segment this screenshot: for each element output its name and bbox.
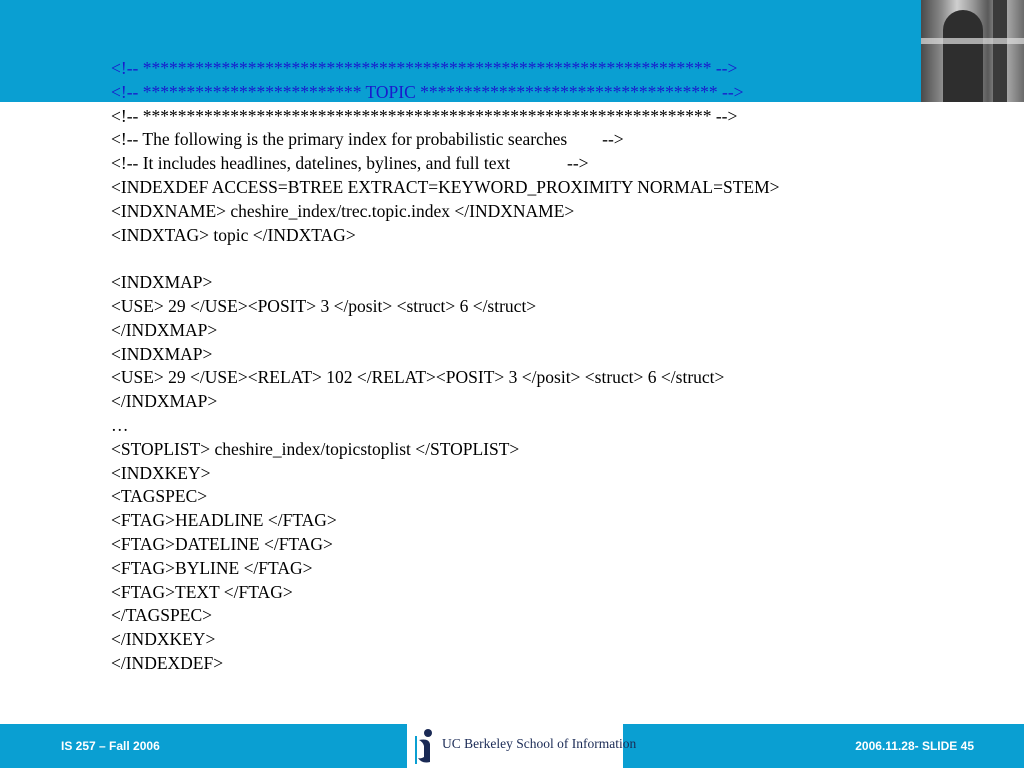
building-photo bbox=[921, 0, 1024, 102]
config-code-block bbox=[111, 57, 780, 676]
school-logo bbox=[407, 724, 637, 768]
code-line: </TAGSPEC> bbox=[111, 605, 212, 626]
school-logo-text: UC Berkeley School of Information bbox=[442, 736, 637, 751]
code-line: </INDXMAP> bbox=[111, 319, 218, 340]
code-line: <INDEXDEF ACCESS=BTREE EXTRACT=KEYWORD_PROXIMITY NORMAL=STEM> bbox=[111, 176, 780, 197]
code-line: <!-- ***************************************************************** --> bbox=[111, 58, 738, 78]
code-line: <USE> 29 </USE><POSIT> 3 </posit> <struct> 6 </struct> bbox=[111, 295, 537, 316]
code-line: … bbox=[111, 414, 129, 435]
code-line: </INDXMAP> bbox=[111, 391, 218, 412]
code-line: <!-- ***************************************************************** --> bbox=[111, 105, 738, 126]
code-line: <!-- It includes headlines, datelines, bylines, and full text --> bbox=[111, 153, 589, 174]
code-line: <!-- The following is the primary index for probabilistic searches --> bbox=[111, 129, 624, 150]
photo-ledge bbox=[921, 38, 1024, 44]
code-line: </INDXKEY> bbox=[111, 629, 216, 650]
code-line: </INDEXDEF> bbox=[111, 652, 224, 673]
code-line: <!-- ************************* TOPIC ********************************** --> bbox=[111, 81, 744, 102]
photo-arch bbox=[943, 10, 983, 102]
code-line: <FTAG>HEADLINE </FTAG> bbox=[111, 510, 337, 531]
info-i-icon bbox=[413, 728, 437, 764]
code-line: <INDXTAG> topic </INDXTAG> bbox=[111, 224, 356, 245]
footer-bar bbox=[0, 724, 1024, 768]
slide-number: 2006.11.28- SLIDE 45 bbox=[855, 739, 974, 753]
code-line: <INDXMAP> bbox=[111, 343, 213, 364]
code-line: <FTAG>TEXT </FTAG> bbox=[111, 581, 293, 602]
code-line: <USE> 29 </USE><RELAT> 102 </RELAT><POSIT> 3 </posit> <struct> 6 </struct> bbox=[111, 367, 725, 388]
code-line: <FTAG>DATELINE </FTAG> bbox=[111, 533, 333, 554]
code-line: <INDXMAP> bbox=[111, 272, 213, 293]
code-line: <STOPLIST> cheshire_index/topicstoplist </STOPLIST> bbox=[111, 438, 520, 459]
code-line bbox=[111, 247, 780, 271]
photo-pillar bbox=[993, 0, 1007, 102]
code-line: <INDXKEY> bbox=[111, 462, 211, 483]
code-line: <TAGSPEC> bbox=[111, 486, 208, 507]
course-label: IS 257 – Fall 2006 bbox=[61, 739, 160, 753]
code-line: <FTAG>BYLINE </FTAG> bbox=[111, 557, 313, 578]
code-line: <INDXNAME> cheshire_index/trec.topic.index </INDXNAME> bbox=[111, 200, 575, 221]
